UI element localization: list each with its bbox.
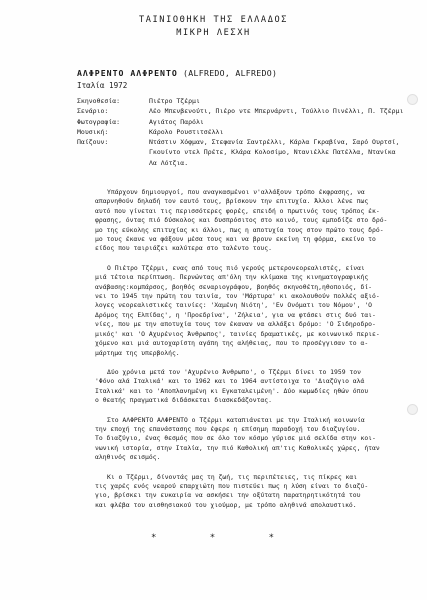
text-line: ανάβασης:κομπάρσος, βοηθός σεναριογράφου, βοηθός σκηνοθέτη,ηθοποιός, δί- <box>95 282 373 291</box>
paragraph <box>95 416 395 463</box>
body-text <box>95 188 395 520</box>
text-line: χόμενο και μιά αυτοχαρίστη αγάπη της αλήθειας, που το προσέγγισαν το α- <box>95 339 369 348</box>
text-line: Ιταλικά' και το 'Αποπλανημένη κι Εγκαταλειμένη'. Δύο κωμωδίες ηθών όπου <box>95 386 369 395</box>
credit-row <box>77 137 403 147</box>
text-line: μο της εύκολης επιτυχίας κι άλλοι, πως η αποτυχία τους στον πρώτο τους δρό- <box>95 225 384 234</box>
paragraph <box>95 368 395 406</box>
credit-value: Αγιάτος Παρόλι <box>149 117 204 126</box>
paragraph <box>95 473 395 511</box>
text-line: Κι ο Τζέρμι, δίνοντάς μας τη ζωή, τις περιπέτειες, τις πίκρες και <box>107 472 358 481</box>
credit-value-continued: Λα Λότζια. <box>149 158 189 167</box>
credit-label: Παίζουν: <box>77 138 109 147</box>
text-line: μο τους έκανε να φάξουν μέσα τους και να βρουν εκείνη τη φόρμα, εκείνο το <box>95 235 376 244</box>
credit-row <box>77 127 403 137</box>
asterisk-mark: * <box>150 533 159 543</box>
text-line: μιά τέτοια περίπτωση. Περνώντας απ'όλη την κλίμακα της κινηματογραφικής <box>95 273 369 282</box>
text-line: Το διαζύγιο, ένας θεσμός που σε όλο τον κόσμο γύρισε μιά σελίδα στην κοι- <box>95 434 376 443</box>
credit-label: Σενάριο: <box>77 107 109 116</box>
text-line: Στο ΑΛΦΡΕΝΤΟ ΑΛΦΡΕΝΤΟ ο Τζέρμι καταπιάνεται με την Ιταλική κοινωνία <box>107 415 365 424</box>
punch-hole <box>407 404 418 415</box>
text-line: και φλέβα του αισθησιακού του χιούμορ, με τρόπο αληθινά απολαυστικό. <box>95 500 357 509</box>
text-line: Ο Πιέτρο Τζέρμι, ενας από τους πιό γερούς μετερονεορεαλιστές, είναι <box>107 263 365 272</box>
asterisk-mark: * <box>209 533 218 543</box>
text-line: είδος που ταιριάζει καλύτερα στο ταλέντο τους. <box>95 244 272 253</box>
text-line: νει το 1945 την πρώτη του ταινία, τον 'Μάρτυρα' κι ακολουθούν πολλές αξιό- <box>95 292 380 301</box>
credit-row <box>77 96 403 106</box>
text-line: αυτό που γίνεται τις περισσότερες φορές, επειδή ο πρωτινός τους τρόπος έκ- <box>95 206 380 215</box>
document-header <box>0 14 427 40</box>
film-country-year: Ιταλία 1972 <box>77 81 128 90</box>
text-line: τις χαρές ενός νεαρού επαρχιώτη που πιστεύει πως η λύση είναι το διαζύ- <box>95 481 369 490</box>
closing-asterisks <box>0 533 427 543</box>
credits-block <box>77 96 403 168</box>
credit-value: Λέο Μπενβενούτι, Πιέρο ντε Μπερνάρντι, Τούλλιο Πινέλλι, Π. Τζέρμι <box>149 107 404 116</box>
text-line: Δύο χρόνια μετά τον 'Αχυρένιο Άνθρωπο', ο Τζέρμι δίνει το 1959 τον <box>107 367 361 376</box>
text-line: νωνική ιστορία, στην Ιταλία, την πιό Καθολική απ'τις Καθολικές χώρες, ήταν <box>95 443 380 452</box>
credit-row <box>77 106 403 116</box>
organization-subtitle: ΜΙΚΡΗ ΛΕΣΧΗ <box>176 28 251 38</box>
paragraph <box>95 188 395 254</box>
credit-value: Πιέτρο Τζέρμι <box>149 97 200 105</box>
text-line: Δρόμος της Ελπίδας', η 'Προεδρίνα', 'Ζήλεια', για να φτάσει στις δυό ται- <box>95 310 376 319</box>
credit-value-continued: Γκουίντο ντελ Πρέτε, Κλάρα Κολοσίμο, Ντανιέλλε Πατέλλα, Ντανίκα <box>149 148 396 157</box>
text-line: νίες, που με την αποτυχία τους τον έκαναν να αλλάξει δρόμο: 'Ο Σιδηροδρο- <box>95 320 376 329</box>
credit-value: Ντάστιν Χόφμαν, Στεφανία Σαντρέλλι, Κάρλα Γκραβίνα, Σαρό Ουρτσί, <box>149 138 400 147</box>
text-line: λογες νεορεαλιστικές ταινίες: 'Χαμένη Νιότη', 'Εν Ονόματι του Νόμου', 'Ο <box>95 301 373 310</box>
text-line: απαρνηθούν δηλαδή τον εαυτό τους, βρίσκουν την επιτυχία. Άλλοι λένε πως <box>95 197 369 206</box>
text-line: μάρτημα της υπερβολής. <box>95 348 180 357</box>
film-original-title: (ALFREDO, ALFREDO) <box>183 68 278 78</box>
credit-value: Κάρολο Ρουστιτσέλλι <box>149 127 224 136</box>
text-line: την εποχή της επανάστασης που έφερε η επίσημη παραδοχή του διαζυγίου. <box>95 424 361 433</box>
credit-label: Μουσική: <box>77 127 109 136</box>
film-title: ΑΛΦΡΕΝΤΟ ΑΛΦΡΕΝΤΟ <box>77 68 178 78</box>
text-line: φρασης, όντας πιό δύσκολος και δυσπρόσιτος στο κοινό, τους εμποδίζε στο δρό- <box>95 216 388 225</box>
text-line: γιο, βρίσκει την ευκαιρία να ασκήσει την οξύτατη παρατηρητικότητά του <box>95 491 361 500</box>
credit-label: Σκηνοθεσία: <box>77 97 121 105</box>
organization-name: ΤΑΙΝΙΟΘΗΚΗ ΤΗΣ ΕΛΛΑΔΟΣ <box>138 15 289 25</box>
paragraph <box>95 264 395 358</box>
punch-hole <box>407 94 418 105</box>
text-line: Υπάρχουν δημιουργοί, που αναγκασμένοι ν'αλλάξουν τρόπο έκφρασης, να <box>107 188 365 196</box>
text-line: ο θεατής πραγματικά διδάσκεται διασκεδάζοντας. <box>95 396 272 405</box>
text-line: αληθινός σεισμός. <box>95 453 161 462</box>
asterisk-mark: * <box>268 533 277 543</box>
text-line: 'Φόνο αλά Ιταλικά' και το 1962 και το 1964 αντίστοιχα το 'Διαζύγιο αλά <box>95 377 365 386</box>
credit-row <box>77 117 403 127</box>
credit-label: Φωτογραφία: <box>77 117 121 126</box>
film-title-line <box>77 68 277 78</box>
text-line: μικός' και 'Ο Αχυρένιος Άνθρωπος', ταινίες δραματικές, με κοινωνικό περιε- <box>95 329 380 338</box>
